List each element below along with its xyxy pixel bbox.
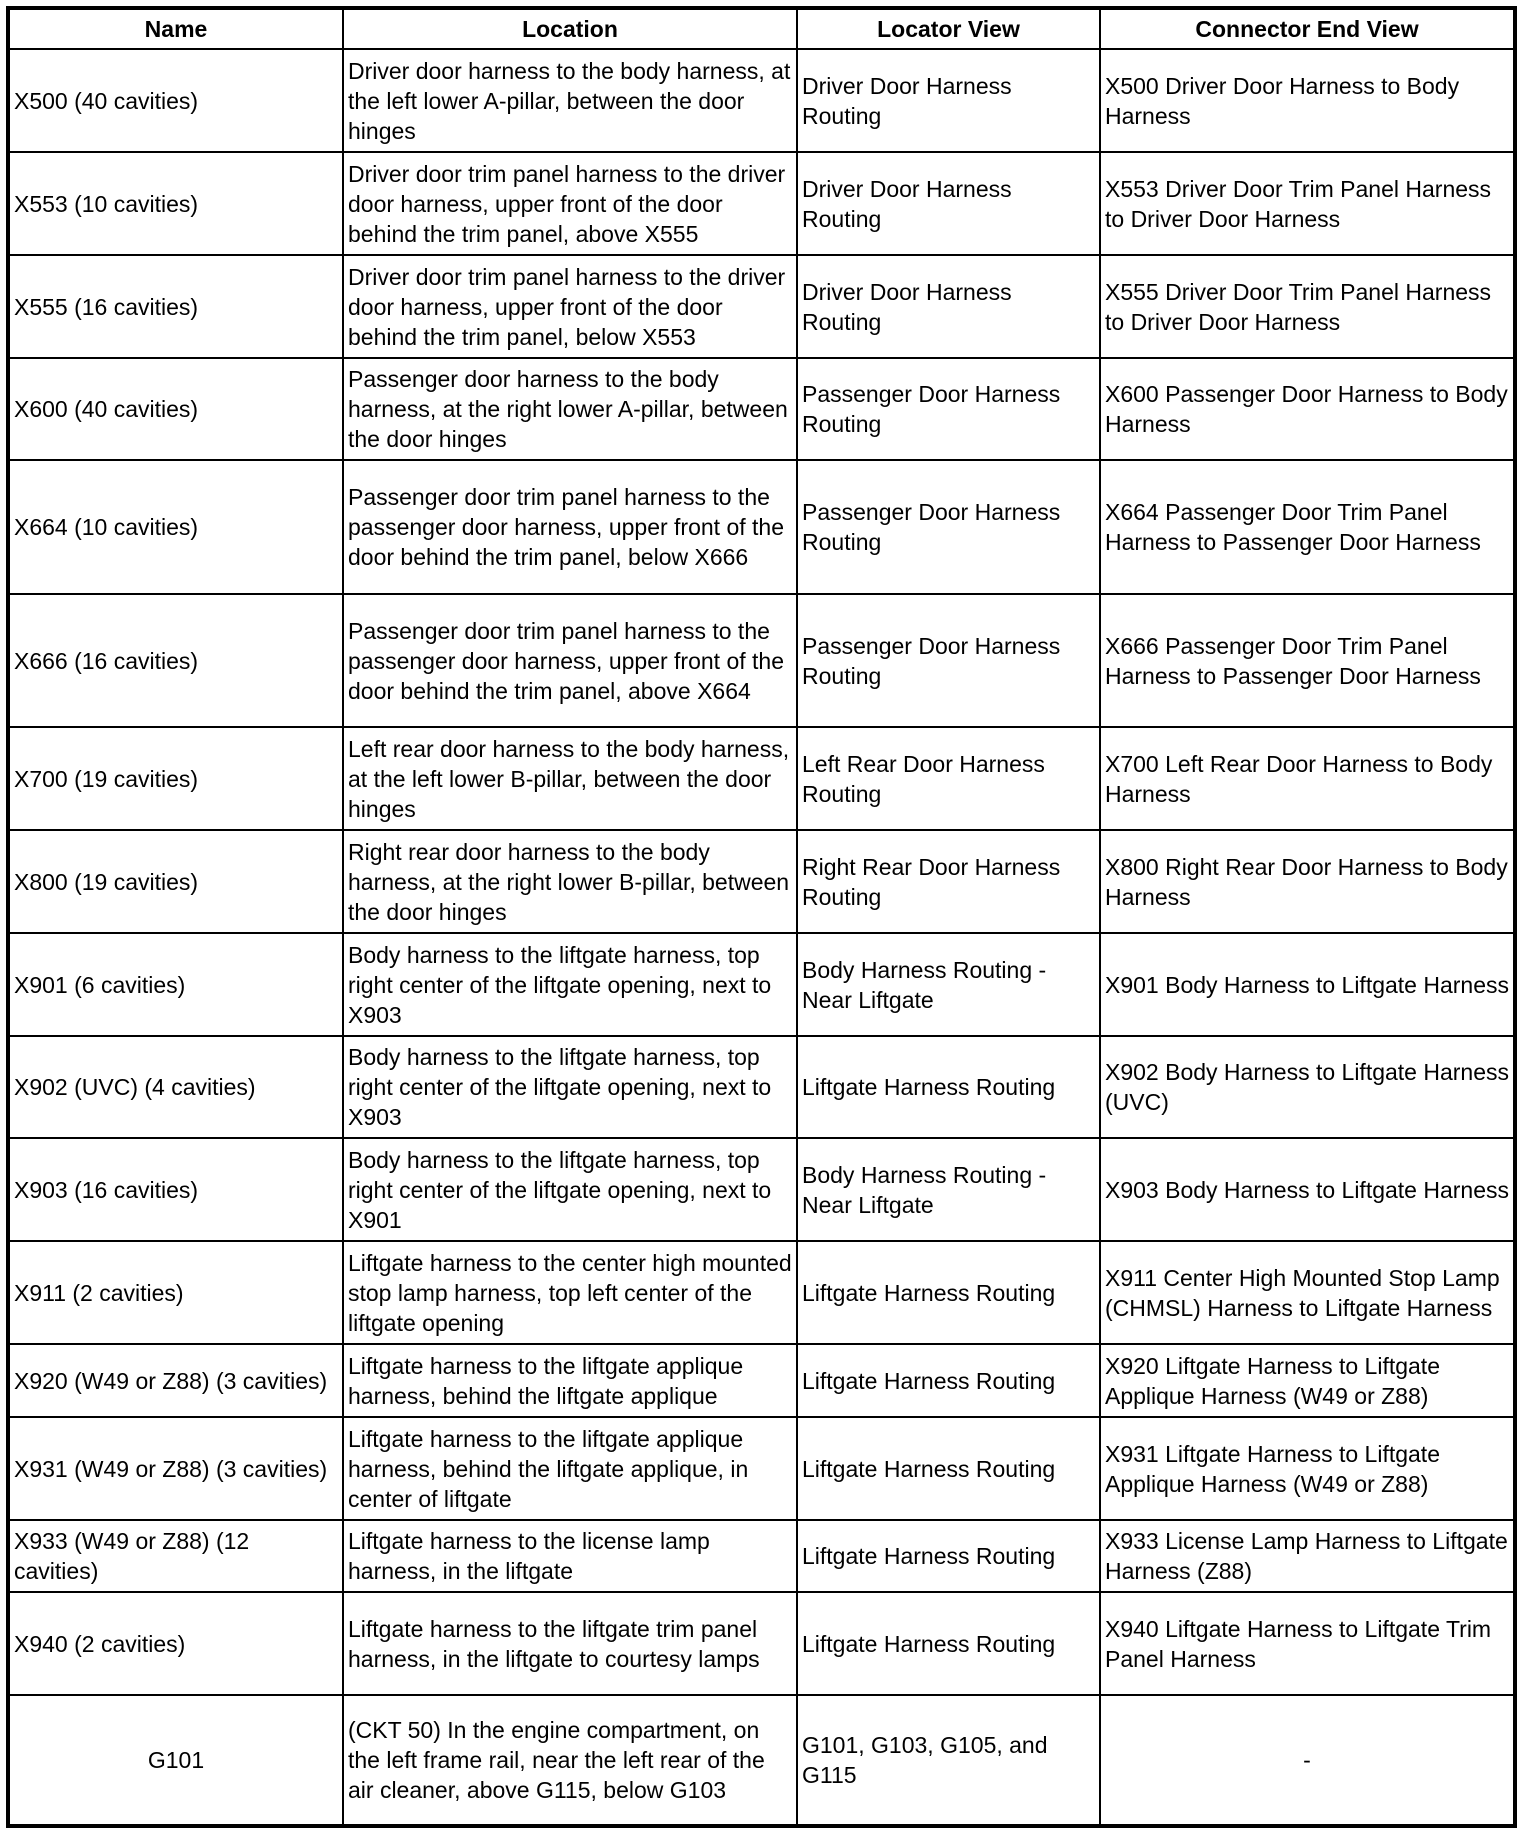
table-row: [8, 152, 1515, 255]
cell-locator-view: Liftgate Harness Routing: [797, 1417, 1100, 1520]
table-row: [8, 1695, 1515, 1826]
cell-name: X500 (40 cavities): [8, 49, 343, 152]
cell-connector-end-view: X553 Driver Door Trim Panel Harness to Driver Door Harness: [1100, 152, 1515, 255]
cell-connector-end-view: X911 Center High Mounted Stop Lamp (CHMSL) Harness to Liftgate Harness: [1100, 1241, 1515, 1344]
cell-name: X911 (2 cavities): [8, 1241, 343, 1344]
table-row: [8, 727, 1515, 830]
cell-location: Driver door trim panel harness to the driver door harness, upper front of the door behind the trim panel, above X555: [343, 152, 797, 255]
cell-name: X600 (40 cavities): [8, 358, 343, 460]
table-row: [8, 49, 1515, 152]
cell-locator-view: Driver Door Harness Routing: [797, 152, 1100, 255]
header-connector-end-view: Connector End View: [1100, 8, 1515, 49]
cell-locator-view: Left Rear Door Harness Routing: [797, 727, 1100, 830]
table-row: [8, 1241, 1515, 1344]
table-row: [8, 830, 1515, 933]
cell-name: X903 (16 cavities): [8, 1138, 343, 1241]
cell-connector-end-view: X940 Liftgate Harness to Liftgate Trim Panel Harness: [1100, 1592, 1515, 1695]
table-row: [8, 1417, 1515, 1520]
cell-locator-view: Liftgate Harness Routing: [797, 1344, 1100, 1417]
cell-location: Driver door trim panel harness to the driver door harness, upper front of the door behind the trim panel, below X553: [343, 255, 797, 358]
cell-locator-view: Passenger Door Harness Routing: [797, 594, 1100, 727]
cell-location: Passenger door trim panel harness to the passenger door harness, upper front of the door behind the trim panel, above X664: [343, 594, 797, 727]
table-row: [8, 460, 1515, 594]
cell-locator-view: Liftgate Harness Routing: [797, 1592, 1100, 1695]
cell-name: X933 (W49 or Z88) (12 cavities): [8, 1520, 343, 1592]
cell-location: (CKT 50) In the engine compartment, on the left frame rail, near the left rear of the air cleaner, above G115, below G103: [343, 1695, 797, 1826]
table-row: [8, 1592, 1515, 1695]
cell-locator-view: Passenger Door Harness Routing: [797, 460, 1100, 594]
cell-name: X553 (10 cavities): [8, 152, 343, 255]
cell-location: Right rear door harness to the body harness, at the right lower B-pillar, between the door hinges: [343, 830, 797, 933]
cell-name: X555 (16 cavities): [8, 255, 343, 358]
table-row: [8, 1520, 1515, 1592]
cell-location: Liftgate harness to the license lamp harness, in the liftgate: [343, 1520, 797, 1592]
table-row: [8, 1138, 1515, 1241]
cell-connector-end-view: X933 License Lamp Harness to Liftgate Harness (Z88): [1100, 1520, 1515, 1592]
header-locator-view: Locator View: [797, 8, 1100, 49]
table-row: [8, 255, 1515, 358]
table-row: [8, 594, 1515, 727]
cell-connector-end-view: X800 Right Rear Door Harness to Body Harness: [1100, 830, 1515, 933]
cell-name: X800 (19 cavities): [8, 830, 343, 933]
cell-connector-end-view: X902 Body Harness to Liftgate Harness (UVC): [1100, 1036, 1515, 1138]
cell-connector-end-view: X700 Left Rear Door Harness to Body Harness: [1100, 727, 1515, 830]
cell-locator-view: Body Harness Routing - Near Liftgate: [797, 933, 1100, 1036]
cell-name: X700 (19 cavities): [8, 727, 343, 830]
cell-name: X940 (2 cavities): [8, 1592, 343, 1695]
cell-name: X920 (W49 or Z88) (3 cavities): [8, 1344, 343, 1417]
table-row: [8, 1036, 1515, 1138]
cell-name: G101: [8, 1695, 343, 1826]
cell-locator-view: Liftgate Harness Routing: [797, 1520, 1100, 1592]
cell-name: X664 (10 cavities): [8, 460, 343, 594]
cell-location: Liftgate harness to the liftgate trim panel harness, in the liftgate to courtesy lamps: [343, 1592, 797, 1695]
cell-locator-view: Right Rear Door Harness Routing: [797, 830, 1100, 933]
cell-locator-view: Passenger Door Harness Routing: [797, 358, 1100, 460]
cell-locator-view: Body Harness Routing - Near Liftgate: [797, 1138, 1100, 1241]
header-name: Name: [8, 8, 343, 49]
cell-connector-end-view: -: [1100, 1695, 1515, 1826]
cell-connector-end-view: X664 Passenger Door Trim Panel Harness to Passenger Door Harness: [1100, 460, 1515, 594]
cell-location: Liftgate harness to the liftgate applique harness, behind the liftgate applique, in center of liftgate: [343, 1417, 797, 1520]
cell-connector-end-view: X555 Driver Door Trim Panel Harness to Driver Door Harness: [1100, 255, 1515, 358]
cell-name: X666 (16 cavities): [8, 594, 343, 727]
cell-location: Body harness to the liftgate harness, top right center of the liftgate opening, next to X903: [343, 933, 797, 1036]
cell-locator-view: Liftgate Harness Routing: [797, 1036, 1100, 1138]
cell-location: Liftgate harness to the center high mounted stop lamp harness, top left center of the liftgate opening: [343, 1241, 797, 1344]
cell-location: Left rear door harness to the body harness, at the left lower B-pillar, between the door hinges: [343, 727, 797, 830]
cell-connector-end-view: X600 Passenger Door Harness to Body Harness: [1100, 358, 1515, 460]
cell-name: X931 (W49 or Z88) (3 cavities): [8, 1417, 343, 1520]
cell-locator-view: Liftgate Harness Routing: [797, 1241, 1100, 1344]
cell-connector-end-view: X920 Liftgate Harness to Liftgate Applique Harness (W49 or Z88): [1100, 1344, 1515, 1417]
cell-name: X901 (6 cavities): [8, 933, 343, 1036]
cell-location: Passenger door harness to the body harness, at the right lower A-pillar, between the door hinges: [343, 358, 797, 460]
cell-name: X902 (UVC) (4 cavities): [8, 1036, 343, 1138]
cell-location: Body harness to the liftgate harness, top right center of the liftgate opening, next to X901: [343, 1138, 797, 1241]
table-row: [8, 933, 1515, 1036]
cell-connector-end-view: X666 Passenger Door Trim Panel Harness to Passenger Door Harness: [1100, 594, 1515, 727]
cell-location: Passenger door trim panel harness to the passenger door harness, upper front of the door behind the trim panel, below X666: [343, 460, 797, 594]
connector-table: [6, 6, 1517, 1828]
cell-connector-end-view: X901 Body Harness to Liftgate Harness: [1100, 933, 1515, 1036]
cell-locator-view: Driver Door Harness Routing: [797, 255, 1100, 358]
cell-locator-view: G101, G103, G105, and G115: [797, 1695, 1100, 1826]
table-row: [8, 1344, 1515, 1417]
cell-locator-view: Driver Door Harness Routing: [797, 49, 1100, 152]
header-location: Location: [343, 8, 797, 49]
cell-connector-end-view: X500 Driver Door Harness to Body Harness: [1100, 49, 1515, 152]
cell-connector-end-view: X903 Body Harness to Liftgate Harness: [1100, 1138, 1515, 1241]
cell-location: Liftgate harness to the liftgate applique harness, behind the liftgate applique: [343, 1344, 797, 1417]
header-row: [8, 8, 1515, 49]
cell-connector-end-view: X931 Liftgate Harness to Liftgate Applique Harness (W49 or Z88): [1100, 1417, 1515, 1520]
cell-location: Driver door harness to the body harness, at the left lower A-pillar, between the door hinges: [343, 49, 797, 152]
table-row: [8, 358, 1515, 460]
cell-location: Body harness to the liftgate harness, top right center of the liftgate opening, next to X903: [343, 1036, 797, 1138]
